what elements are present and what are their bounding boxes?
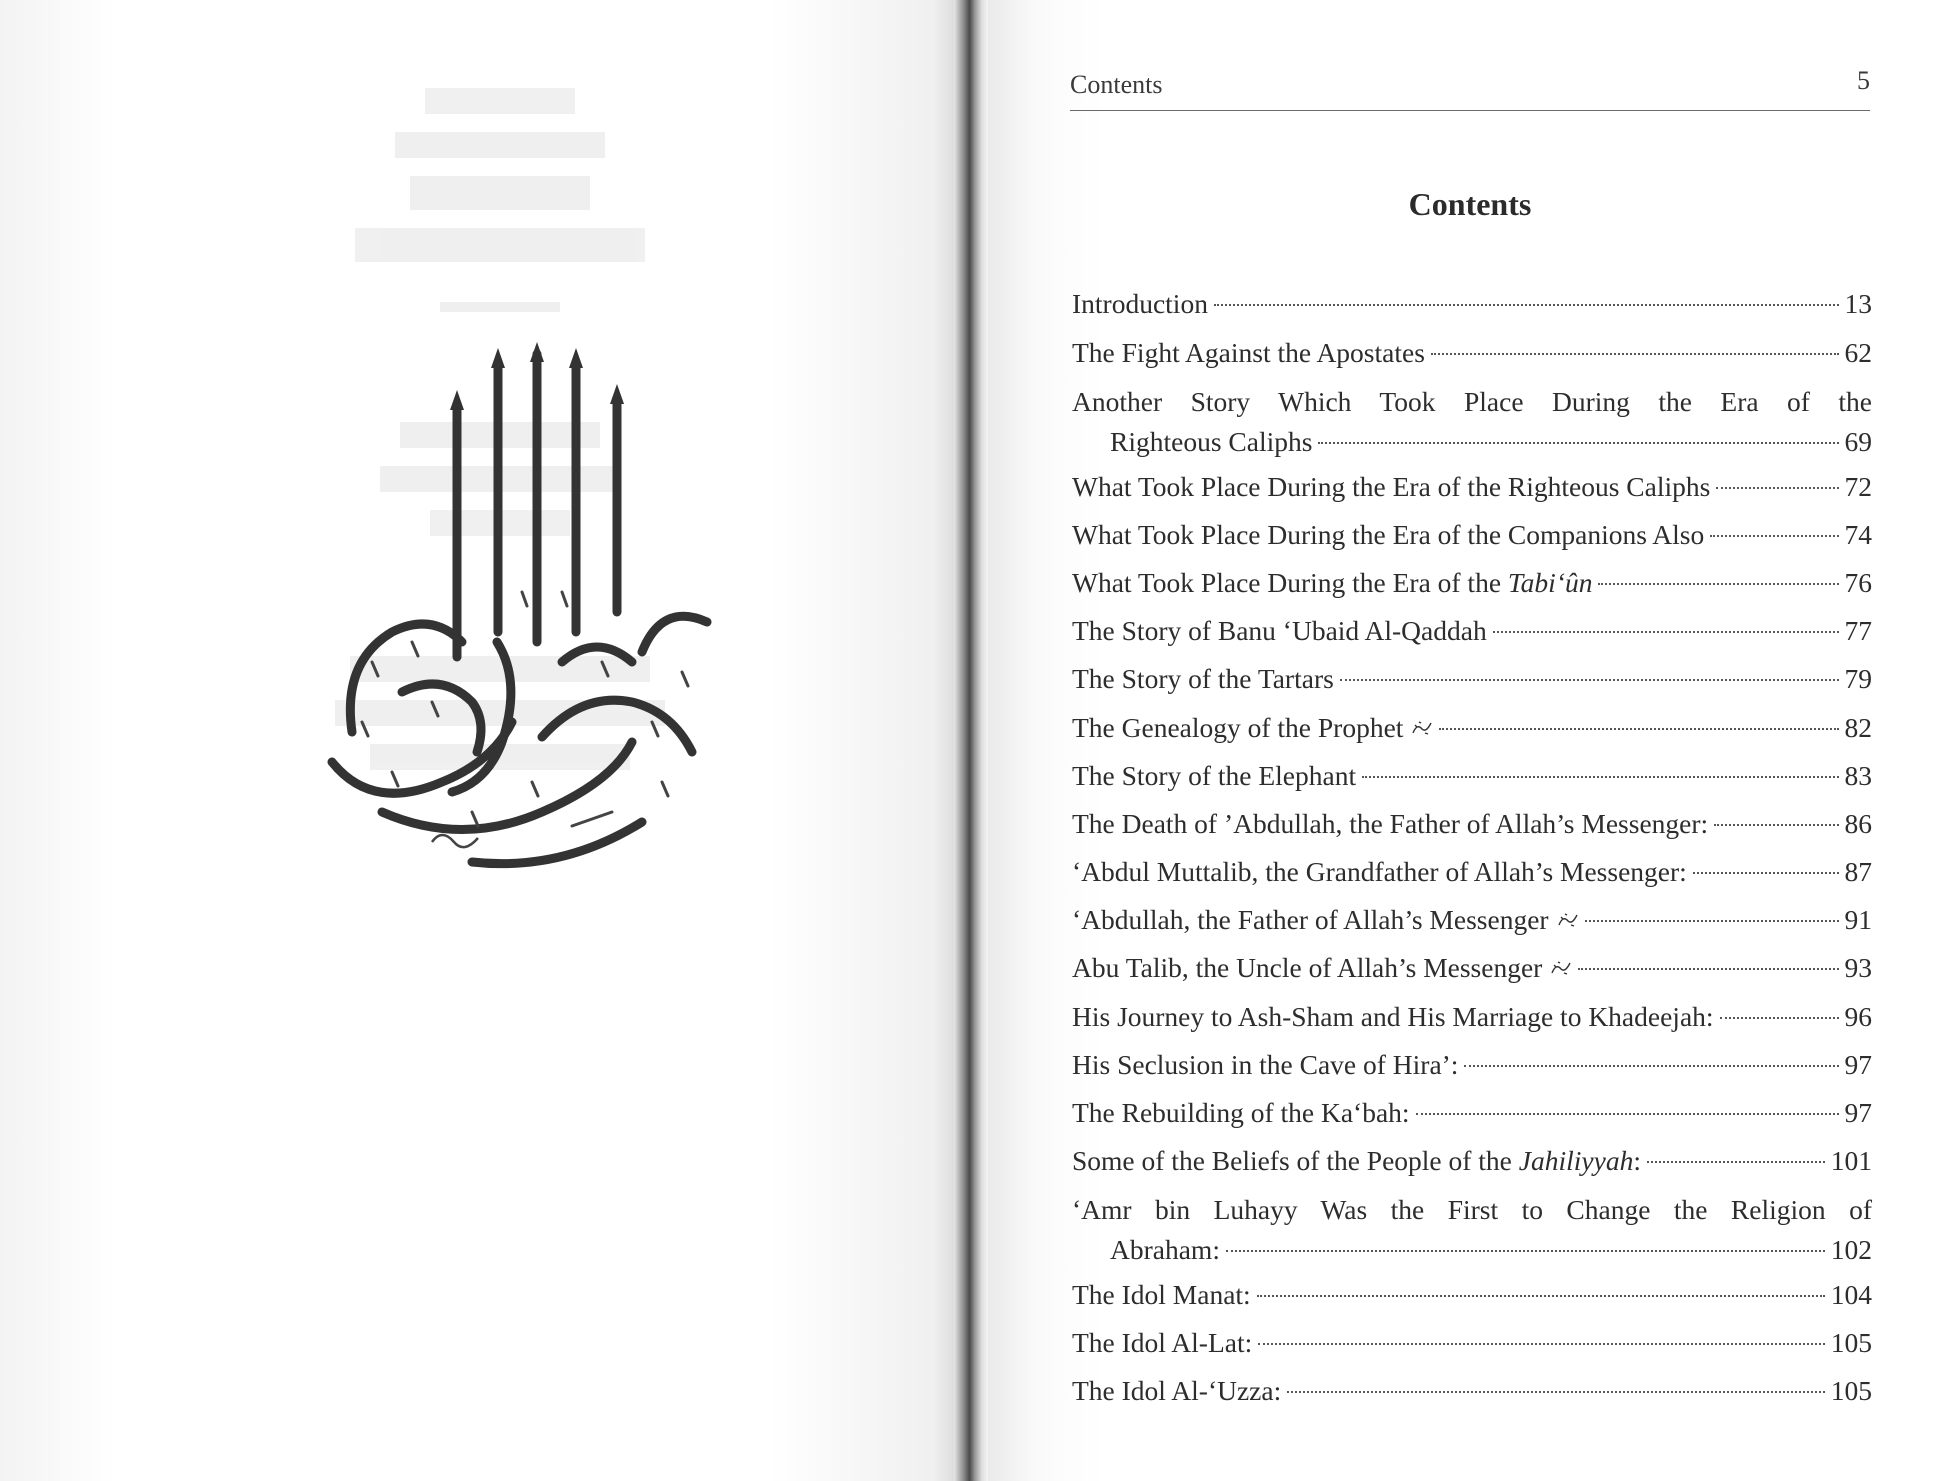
toc-entry-title: His Journey to Ash-Sham and His Marriage to Khadeejah: [1072, 1001, 1714, 1032]
toc-entry-page: 91 [1844, 904, 1872, 935]
toc-entry-title: What Took Place During the Era of the Companions Also [1072, 519, 1705, 550]
left-page [0, 0, 962, 1481]
dot-leader [1598, 583, 1838, 585]
toc-entry-title-italic: Jahiliyyah [1518, 1145, 1634, 1176]
salla-honorific-icon [1550, 959, 1572, 977]
toc-entry-title-line2: Righteous Caliphs [1110, 426, 1313, 457]
toc-entry-title: The Story of Banu ‘Ubaid Al-Qaddah [1072, 615, 1487, 646]
toc-entry-title: The Story of the Elephant [1072, 760, 1357, 791]
toc-entry[interactable] [1072, 1093, 1872, 1133]
toc-entry[interactable] [1072, 852, 1872, 892]
toc-entry-title: The Fight Against the Apostates [1072, 337, 1425, 368]
toc-entry-page: 96 [1844, 1001, 1872, 1032]
dot-leader [1585, 920, 1839, 922]
dot-leader [1710, 535, 1838, 537]
salla-honorific-icon [1411, 719, 1433, 737]
toc-entry-title: What Took Place During the Era of the Righteous Caliphs [1072, 471, 1711, 502]
running-head-title: Contents [1070, 70, 1163, 99]
bismillah-calligraphy [312, 342, 712, 882]
dot-leader [1287, 1391, 1825, 1393]
toc-entry-title [1072, 1141, 1641, 1181]
toc-entry-title: The Idol Al-‘Uzza: [1072, 1375, 1282, 1406]
dot-leader [1214, 304, 1839, 306]
toc-entry-title-text: What Took Place During the Era of the [1072, 567, 1508, 598]
toc-entry-title-text: Some of the Beliefs of the People of the [1072, 1145, 1519, 1176]
toc-entry-page: 13 [1844, 288, 1872, 319]
dot-leader [1340, 679, 1839, 681]
toc-entry-title: The Genealogy of the Prophet [1072, 712, 1404, 743]
dot-leader [1257, 1295, 1825, 1297]
toc-entry-page: 97 [1844, 1049, 1872, 1080]
toc-heading: Contents [1408, 186, 1532, 222]
toc-entry-page: 77 [1844, 615, 1872, 646]
toc-entry[interactable] [1072, 948, 1872, 988]
toc-entry[interactable] [1072, 333, 1872, 373]
dot-leader [1693, 872, 1839, 874]
dot-leader [1416, 1113, 1839, 1115]
toc-entry[interactable] [1072, 804, 1872, 844]
toc-entry[interactable] [1072, 563, 1872, 603]
toc-entry-title: Introduction [1072, 288, 1208, 319]
toc-entry-page: 102 [1830, 1234, 1872, 1265]
toc-entry-title: The Idol Manat: [1072, 1279, 1251, 1310]
page-number: 5 [1857, 66, 1870, 95]
dot-leader [1226, 1250, 1825, 1252]
toc-entry[interactable] [1072, 997, 1872, 1037]
toc-entry-title: Abu Talib, the Uncle of Allah’s Messenger [1072, 952, 1543, 983]
dot-leader [1431, 353, 1839, 355]
toc-entry-page: 87 [1844, 856, 1872, 887]
toc-entry-title: His Seclusion in the Cave of Hira’: [1072, 1049, 1459, 1080]
toc-entry[interactable] [1072, 659, 1872, 699]
toc-entry-page: 72 [1844, 471, 1872, 502]
toc-entry[interactable] [1072, 1371, 1872, 1411]
toc-entry[interactable] [1072, 900, 1872, 940]
toc-entry[interactable] [1072, 1275, 1872, 1315]
toc-entry[interactable] [1072, 708, 1872, 748]
dot-leader [1362, 776, 1838, 778]
toc-entry-title: ‘Abdullah, the Father of Allah’s Messenger [1072, 904, 1549, 935]
toc-entry-title-line1: Another Story Which Took Place During the Era of the [1072, 386, 1872, 417]
book-gutter [954, 0, 988, 1481]
toc-entry-page: 97 [1844, 1097, 1872, 1128]
toc-entry[interactable] [1072, 1190, 1872, 1270]
salla-honorific-icon [1557, 911, 1579, 929]
toc-entry-page: 82 [1844, 712, 1872, 743]
toc-entry-title: ‘Abdul Muttalib, the Grandfather of Allah’s Messenger: [1072, 856, 1687, 887]
toc-entry-page: 101 [1830, 1145, 1872, 1176]
toc-entry-page: 76 [1844, 567, 1872, 598]
toc-entry[interactable] [1072, 515, 1872, 555]
dot-leader [1258, 1343, 1825, 1345]
toc-entry-title-suffix: : [1633, 1145, 1641, 1176]
toc-entry-page: 104 [1830, 1279, 1872, 1310]
toc-entry-page: 79 [1844, 663, 1872, 694]
dot-leader [1493, 631, 1839, 633]
toc-entry-title-line1: ‘Amr bin Luhayy Was the First to Change the Religion of [1072, 1194, 1872, 1225]
dot-leader [1318, 442, 1838, 444]
toc-entry-page: 93 [1844, 952, 1872, 983]
toc-entry-title: The Story of the Tartars [1072, 663, 1334, 694]
toc-entry-title-line2: Abraham: [1110, 1234, 1220, 1265]
toc-entry-page: 62 [1844, 337, 1872, 368]
toc-entry-page: 105 [1830, 1375, 1872, 1406]
toc-entry[interactable] [1072, 1141, 1872, 1181]
toc-entry[interactable] [1072, 467, 1872, 507]
toc-entry-page: 105 [1830, 1327, 1872, 1358]
toc-entry-page: 83 [1844, 760, 1872, 791]
running-head [1070, 60, 1870, 111]
toc-entry-title-italic: Tabi‘ûn [1507, 567, 1593, 598]
dot-leader [1647, 1161, 1825, 1163]
toc-entry[interactable] [1072, 284, 1872, 324]
toc-entry-title: The Rebuilding of the Ka‘bah: [1072, 1097, 1410, 1128]
dot-leader [1720, 1017, 1839, 1019]
dot-leader [1578, 968, 1838, 970]
toc-entry[interactable] [1072, 756, 1872, 796]
toc-entry[interactable] [1072, 382, 1872, 462]
toc-entry[interactable] [1072, 1323, 1872, 1363]
toc-entry-page: 74 [1844, 519, 1872, 550]
toc-entry-title [1072, 563, 1592, 603]
dot-leader [1439, 728, 1838, 730]
toc-entry-title: The Death of ’Abdullah, the Father of Allah’s Messenger: [1072, 808, 1709, 839]
toc-entry-page: 86 [1844, 808, 1872, 839]
toc-entry-title: The Idol Al-Lat: [1072, 1327, 1253, 1358]
toc-entry[interactable] [1072, 611, 1872, 651]
toc-entry-page: 69 [1844, 426, 1872, 457]
dot-leader [1464, 1065, 1838, 1067]
dot-leader [1714, 824, 1838, 826]
toc-entry[interactable] [1072, 1045, 1872, 1085]
dot-leader [1716, 487, 1838, 489]
